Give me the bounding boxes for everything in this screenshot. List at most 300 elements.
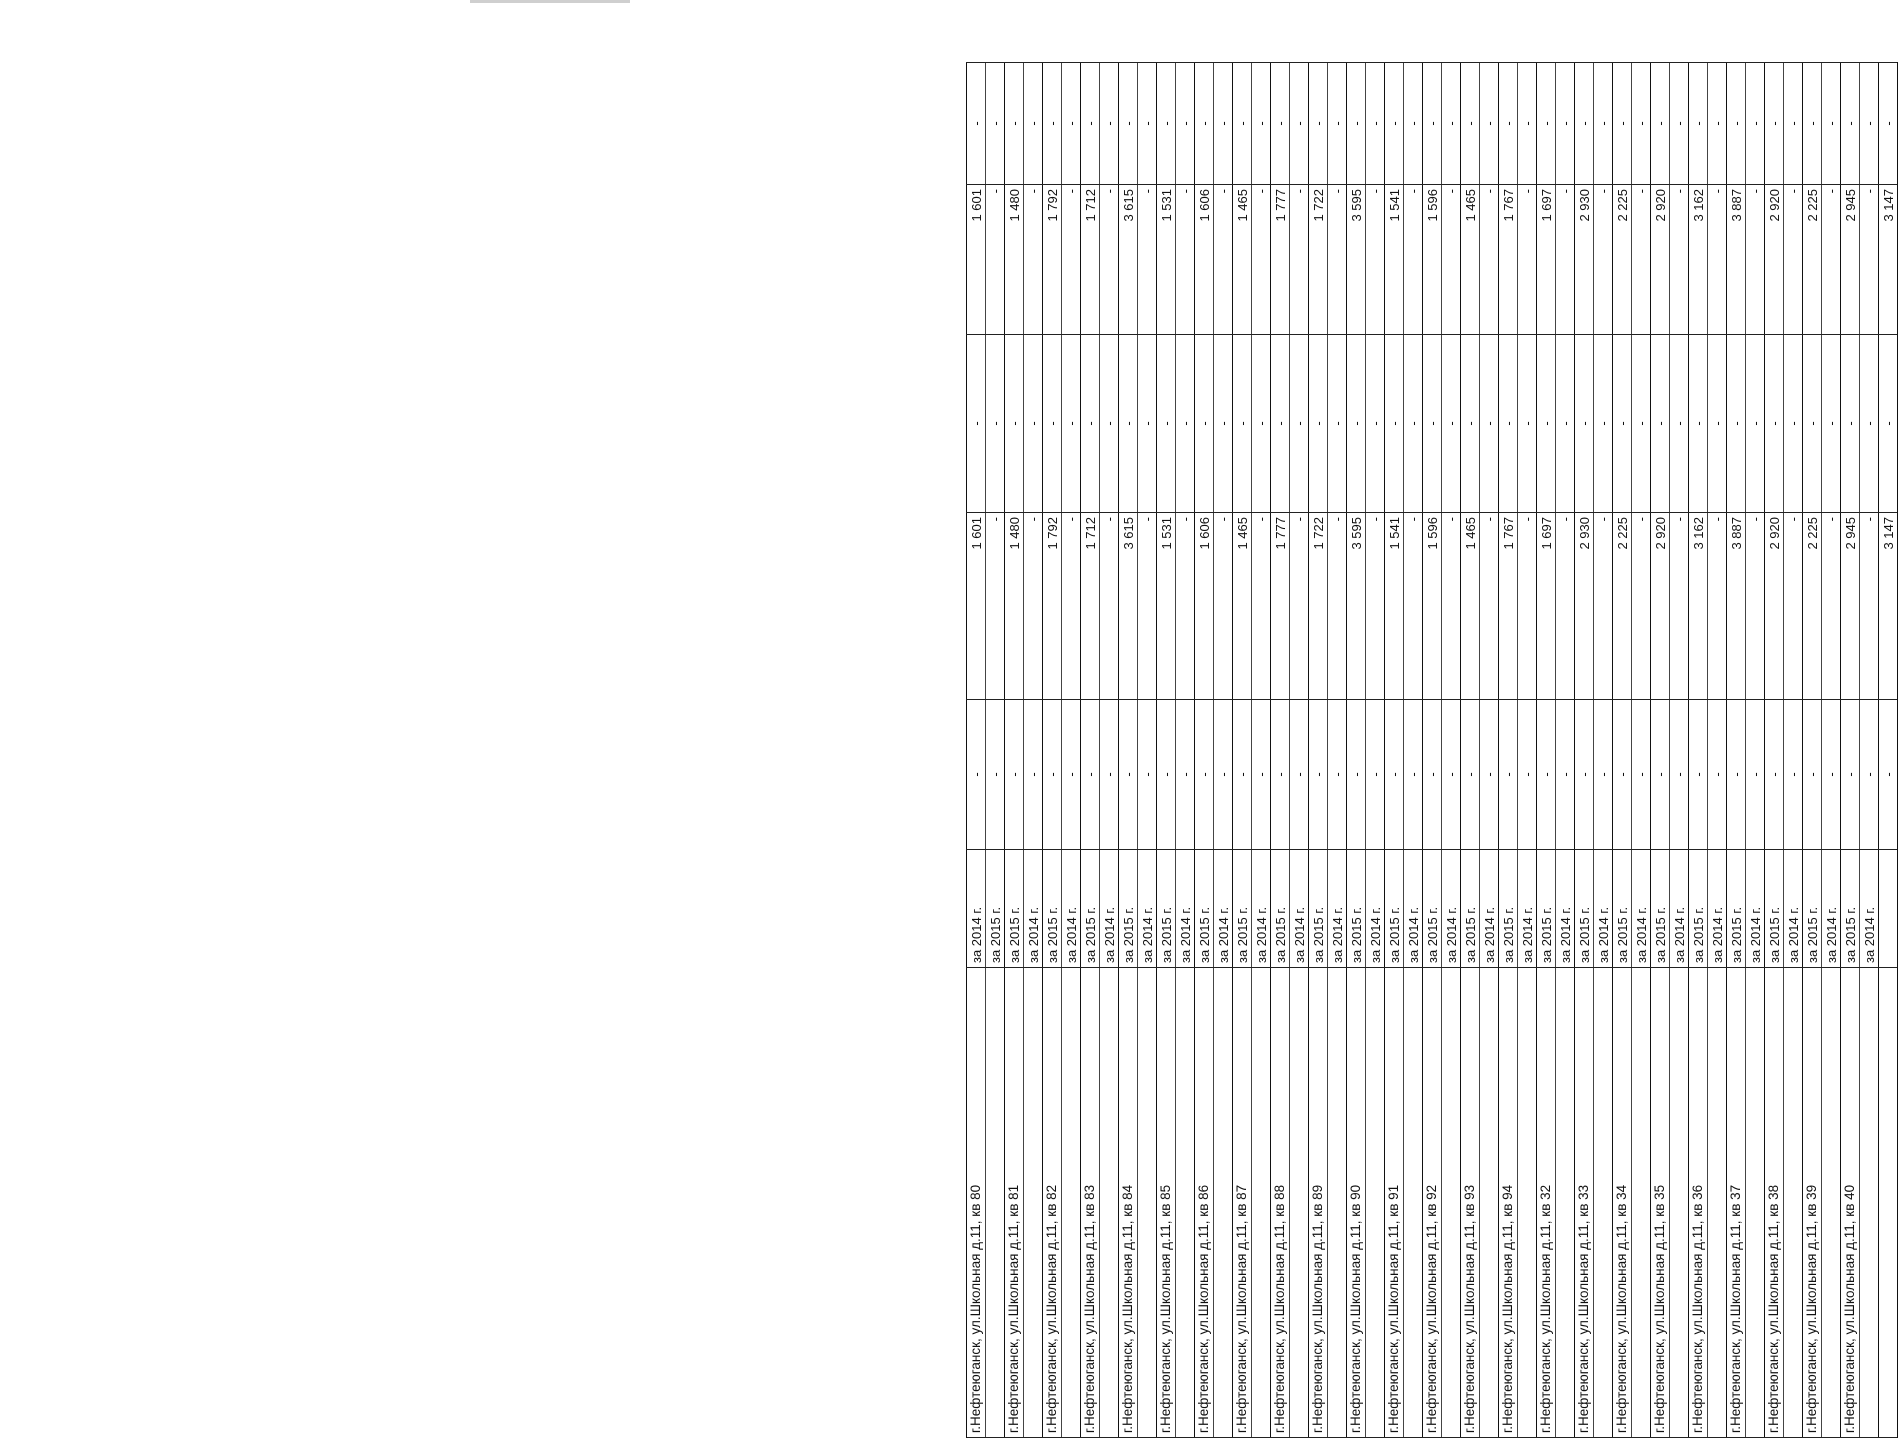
dash-cell: - xyxy=(1879,335,1898,513)
table-row xyxy=(1594,63,1613,1438)
amount-cell: 2 920 xyxy=(1651,185,1670,335)
dash-cell: - xyxy=(1632,335,1651,513)
amount-cell: - xyxy=(1024,185,1043,335)
dash-cell: - xyxy=(1822,700,1841,850)
table-row xyxy=(1879,63,1898,1438)
amount-cell: - xyxy=(1252,513,1271,700)
period-cell: за 2014 г. xyxy=(1024,850,1043,968)
amount-cell: - xyxy=(1518,513,1537,700)
amount-cell: - xyxy=(1214,185,1233,335)
dash-cell: - xyxy=(1024,63,1043,185)
amount-cell: 2 930 xyxy=(1575,185,1594,335)
period-cell: за 2014 г. xyxy=(1062,850,1081,968)
address-cell: г.Нефтеюганск, ул.Школьная д.11, кв 39 xyxy=(1803,968,1822,1438)
amount-cell: - xyxy=(1556,185,1575,335)
dash-cell: - xyxy=(1138,63,1157,185)
dash-cell: - xyxy=(1404,335,1423,513)
address-cell: г.Нефтеюганск, ул.Школьная д.11, кв 86 xyxy=(1195,968,1214,1438)
amount-cell: - xyxy=(1746,513,1765,700)
period-cell: за 2015 г. xyxy=(1689,850,1708,968)
period-cell: за 2015 г. xyxy=(1385,850,1404,968)
address-cell xyxy=(1860,968,1879,1438)
dash-cell: - xyxy=(1214,700,1233,850)
dash-cell: - xyxy=(1214,63,1233,185)
dash-cell: - xyxy=(1613,335,1632,513)
address-cell xyxy=(1290,968,1309,1438)
amount-cell: 1 531 xyxy=(1157,185,1176,335)
dash-cell: - xyxy=(1404,700,1423,850)
period-cell: за 2014 г. xyxy=(1214,850,1233,968)
table-row xyxy=(1480,63,1499,1438)
dash-cell: - xyxy=(1062,700,1081,850)
address-cell xyxy=(986,968,1005,1438)
amount-cell: 1 541 xyxy=(1385,185,1404,335)
table-row xyxy=(1366,63,1385,1438)
dash-cell: - xyxy=(1423,700,1442,850)
amount-cell: - xyxy=(1746,185,1765,335)
table-row xyxy=(1176,63,1195,1438)
dash-cell: - xyxy=(986,63,1005,185)
period-cell xyxy=(1879,850,1898,968)
dash-cell: - xyxy=(1157,335,1176,513)
dash-cell: - xyxy=(1195,63,1214,185)
dash-cell: - xyxy=(1556,335,1575,513)
address-cell: г.Нефтеюганск, ул.Школьная д.11, кв 88 xyxy=(1271,968,1290,1438)
table-row xyxy=(1537,63,1556,1438)
table-row xyxy=(1081,63,1100,1438)
amount-cell: 1 722 xyxy=(1309,513,1328,700)
amount-cell: 3 147 xyxy=(1879,513,1898,700)
period-cell: за 2014 г. xyxy=(1708,850,1727,968)
amount-cell: - xyxy=(1404,185,1423,335)
table-row xyxy=(1195,63,1214,1438)
dash-cell: - xyxy=(1290,700,1309,850)
address-cell xyxy=(1024,968,1043,1438)
table-row xyxy=(986,63,1005,1438)
amount-cell: 1 697 xyxy=(1537,185,1556,335)
amount-cell: - xyxy=(1176,185,1195,335)
dash-cell: - xyxy=(1499,335,1518,513)
address-cell: г.Нефтеюганск, ул.Школьная д.11, кв 38 xyxy=(1765,968,1784,1438)
dash-cell: - xyxy=(1784,335,1803,513)
dash-cell: - xyxy=(1233,63,1252,185)
amount-cell: 2 945 xyxy=(1841,185,1860,335)
dash-cell: - xyxy=(1594,335,1613,513)
dash-cell: - xyxy=(1651,63,1670,185)
address-cell xyxy=(1480,968,1499,1438)
dash-cell: - xyxy=(1689,700,1708,850)
dash-cell: - xyxy=(1518,335,1537,513)
table-row xyxy=(1347,63,1366,1438)
period-cell: за 2015 г. xyxy=(1461,850,1480,968)
dash-cell: - xyxy=(1233,335,1252,513)
dash-cell: - xyxy=(1613,700,1632,850)
dash-cell: - xyxy=(1119,63,1138,185)
rotated-ledger-sheet xyxy=(966,63,1896,1438)
dash-cell: - xyxy=(1442,700,1461,850)
amount-cell: - xyxy=(1366,513,1385,700)
dash-cell: - xyxy=(1100,700,1119,850)
amount-cell: - xyxy=(1822,513,1841,700)
amount-cell: - xyxy=(1784,185,1803,335)
dash-cell: - xyxy=(1803,700,1822,850)
table-row xyxy=(1442,63,1461,1438)
address-cell: г.Нефтеюганск, ул.Школьная д.11, кв 40 xyxy=(1841,968,1860,1438)
amount-cell: 1 480 xyxy=(1005,185,1024,335)
amount-cell: - xyxy=(1404,513,1423,700)
address-cell xyxy=(1708,968,1727,1438)
period-cell: за 2015 г. xyxy=(1423,850,1442,968)
dash-cell: - xyxy=(1746,335,1765,513)
amount-cell: - xyxy=(1594,513,1613,700)
amount-cell: - xyxy=(986,185,1005,335)
period-cell: за 2015 г. xyxy=(986,850,1005,968)
amount-cell: - xyxy=(1138,513,1157,700)
address-cell: г.Нефтеюганск, ул.Школьная д.11, кв 33 xyxy=(1575,968,1594,1438)
dash-cell: - xyxy=(1651,335,1670,513)
dash-cell: - xyxy=(1613,63,1632,185)
address-cell: г.Нефтеюганск, ул.Школьная д.11, кв 36 xyxy=(1689,968,1708,1438)
dash-cell: - xyxy=(1176,700,1195,850)
address-cell: г.Нефтеюганск, ул.Школьная д.11, кв 34 xyxy=(1613,968,1632,1438)
table-row xyxy=(1119,63,1138,1438)
table-row xyxy=(1518,63,1537,1438)
period-cell: за 2014 г. xyxy=(1404,850,1423,968)
amount-cell: - xyxy=(1708,185,1727,335)
dash-cell: - xyxy=(1670,700,1689,850)
dash-cell: - xyxy=(1043,700,1062,850)
amount-cell: - xyxy=(1632,185,1651,335)
address-cell: г.Нефтеюганск, ул.Школьная д.11, кв 37 xyxy=(1727,968,1746,1438)
amount-cell: 2 945 xyxy=(1841,513,1860,700)
dash-cell: - xyxy=(1518,700,1537,850)
amount-cell: - xyxy=(1784,513,1803,700)
amount-cell: 3 887 xyxy=(1727,185,1746,335)
table-row xyxy=(1632,63,1651,1438)
address-cell xyxy=(1556,968,1575,1438)
dash-cell: - xyxy=(1651,700,1670,850)
dash-cell: - xyxy=(1537,700,1556,850)
dash-cell: - xyxy=(1765,335,1784,513)
address-cell xyxy=(1328,968,1347,1438)
dash-cell: - xyxy=(1461,700,1480,850)
dash-cell: - xyxy=(1385,63,1404,185)
address-cell xyxy=(1822,968,1841,1438)
amount-cell: 1 767 xyxy=(1499,185,1518,335)
dash-cell: - xyxy=(1708,63,1727,185)
dash-cell: - xyxy=(1841,63,1860,185)
table-row xyxy=(1651,63,1670,1438)
dash-cell: - xyxy=(1252,335,1271,513)
dash-cell: - xyxy=(1689,335,1708,513)
amount-cell: 2 930 xyxy=(1575,513,1594,700)
dash-cell: - xyxy=(1727,63,1746,185)
dash-cell: - xyxy=(1385,700,1404,850)
dash-cell: - xyxy=(1100,63,1119,185)
amount-cell: 1 601 xyxy=(967,513,986,700)
amount-cell: - xyxy=(1480,513,1499,700)
table-row xyxy=(1746,63,1765,1438)
table-row xyxy=(1613,63,1632,1438)
amount-cell: 2 920 xyxy=(1651,513,1670,700)
dash-cell: - xyxy=(1252,700,1271,850)
address-cell: г.Нефтеюганск, ул.Школьная д.11, кв 84 xyxy=(1119,968,1138,1438)
amount-cell: 1 767 xyxy=(1499,513,1518,700)
dash-cell: - xyxy=(1024,700,1043,850)
table-row xyxy=(1575,63,1594,1438)
dash-cell: - xyxy=(1784,700,1803,850)
table-row xyxy=(1252,63,1271,1438)
amount-cell: - xyxy=(1176,513,1195,700)
table-row xyxy=(1385,63,1404,1438)
dash-cell: - xyxy=(967,335,986,513)
amount-cell: 3 887 xyxy=(1727,513,1746,700)
dash-cell: - xyxy=(1841,700,1860,850)
dash-cell: - xyxy=(1195,335,1214,513)
dash-cell: - xyxy=(1366,63,1385,185)
period-cell: за 2015 г. xyxy=(1803,850,1822,968)
period-cell: за 2015 г. xyxy=(1651,850,1670,968)
period-cell: за 2014 г. xyxy=(1138,850,1157,968)
amount-cell: - xyxy=(1100,513,1119,700)
dash-cell: - xyxy=(1765,700,1784,850)
dash-cell: - xyxy=(1024,335,1043,513)
dash-cell: - xyxy=(1328,63,1347,185)
dash-cell: - xyxy=(1005,700,1024,850)
dash-cell: - xyxy=(1879,700,1898,850)
dash-cell: - xyxy=(1575,63,1594,185)
address-cell: г.Нефтеюганск, ул.Школьная д.11, кв 81 xyxy=(1005,968,1024,1438)
table-row xyxy=(1404,63,1423,1438)
dash-cell: - xyxy=(1784,63,1803,185)
address-cell: г.Нефтеюганск, ул.Школьная д.11, кв 90 xyxy=(1347,968,1366,1438)
period-cell: за 2015 г. xyxy=(1841,850,1860,968)
table-row xyxy=(1727,63,1746,1438)
address-cell xyxy=(1214,968,1233,1438)
dash-cell: - xyxy=(1157,63,1176,185)
dash-cell: - xyxy=(1556,700,1575,850)
amount-cell: 1 601 xyxy=(967,185,986,335)
address-cell: г.Нефтеюганск, ул.Школьная д.11, кв 80 xyxy=(967,968,986,1438)
period-cell: за 2014 г. xyxy=(1670,850,1689,968)
table-row xyxy=(1214,63,1233,1438)
table-row xyxy=(1233,63,1252,1438)
period-cell: за 2015 г. xyxy=(1613,850,1632,968)
period-cell: за 2014 г. xyxy=(1176,850,1195,968)
period-cell: за 2015 г. xyxy=(1727,850,1746,968)
period-cell: за 2014 г. xyxy=(1556,850,1575,968)
dash-cell: - xyxy=(1518,63,1537,185)
table-row xyxy=(1138,63,1157,1438)
dash-cell: - xyxy=(1461,335,1480,513)
dash-cell: - xyxy=(1404,63,1423,185)
address-cell: г.Нефтеюганск, ул.Школьная д.11, кв 92 xyxy=(1423,968,1442,1438)
amount-cell: - xyxy=(1480,185,1499,335)
dash-cell: - xyxy=(1480,63,1499,185)
dash-cell: - xyxy=(1841,335,1860,513)
period-cell: за 2015 г. xyxy=(1195,850,1214,968)
address-cell xyxy=(1176,968,1195,1438)
address-cell xyxy=(1518,968,1537,1438)
amount-cell: 3 615 xyxy=(1119,513,1138,700)
amount-cell: 1 465 xyxy=(1461,185,1480,335)
dash-cell: - xyxy=(1328,335,1347,513)
table-row xyxy=(967,63,986,1438)
dash-cell: - xyxy=(1708,700,1727,850)
amount-cell: - xyxy=(1860,185,1879,335)
address-cell xyxy=(1784,968,1803,1438)
amount-cell: - xyxy=(1024,513,1043,700)
table-row xyxy=(1328,63,1347,1438)
address-cell: г.Нефтеюганск, ул.Школьная д.11, кв 87 xyxy=(1233,968,1252,1438)
period-cell: за 2014 г. xyxy=(1252,850,1271,968)
address-cell xyxy=(1100,968,1119,1438)
period-cell: за 2014 г. xyxy=(1100,850,1119,968)
amount-cell: 3 147 xyxy=(1879,185,1898,335)
dash-cell: - xyxy=(967,700,986,850)
amount-cell: 1 480 xyxy=(1005,513,1024,700)
amount-cell: 1 596 xyxy=(1423,513,1442,700)
address-cell xyxy=(1670,968,1689,1438)
dash-cell: - xyxy=(1309,63,1328,185)
amount-cell: 2 225 xyxy=(1803,185,1822,335)
dash-cell: - xyxy=(1670,335,1689,513)
table-row xyxy=(1841,63,1860,1438)
dash-cell: - xyxy=(1727,700,1746,850)
dash-cell: - xyxy=(1062,335,1081,513)
table-row xyxy=(1708,63,1727,1438)
amount-cell: 2 225 xyxy=(1803,513,1822,700)
table-row xyxy=(1803,63,1822,1438)
period-cell: за 2014 г. xyxy=(1594,850,1613,968)
period-cell: за 2014 г. xyxy=(1442,850,1461,968)
amount-cell: 1 465 xyxy=(1233,513,1252,700)
address-cell xyxy=(1252,968,1271,1438)
table-row xyxy=(1271,63,1290,1438)
dash-cell: - xyxy=(1309,335,1328,513)
amount-cell: 3 162 xyxy=(1689,513,1708,700)
address-cell xyxy=(1746,968,1765,1438)
dash-cell: - xyxy=(1822,63,1841,185)
address-cell: г.Нефтеюганск, ул.Школьная д.11, кв 94 xyxy=(1499,968,1518,1438)
address-cell xyxy=(1138,968,1157,1438)
dash-cell: - xyxy=(1480,700,1499,850)
dash-cell: - xyxy=(1803,63,1822,185)
address-cell: г.Нефтеюганск, ул.Школьная д.11, кв 85 xyxy=(1157,968,1176,1438)
period-cell: за 2015 г. xyxy=(1537,850,1556,968)
period-cell: за 2015 г. xyxy=(1043,850,1062,968)
amount-cell: 1 722 xyxy=(1309,185,1328,335)
amount-cell: - xyxy=(1822,185,1841,335)
dash-cell: - xyxy=(1081,63,1100,185)
amount-cell: 1 792 xyxy=(1043,185,1062,335)
dash-cell: - xyxy=(1366,700,1385,850)
address-cell: г.Нефтеюганск, ул.Школьная д.11, кв 35 xyxy=(1651,968,1670,1438)
amount-cell: 2 225 xyxy=(1613,513,1632,700)
amount-cell: 1 531 xyxy=(1157,513,1176,700)
table-row xyxy=(1461,63,1480,1438)
amount-cell: 3 595 xyxy=(1347,185,1366,335)
address-cell xyxy=(1632,968,1651,1438)
dash-cell: - xyxy=(1328,700,1347,850)
table-row xyxy=(1499,63,1518,1438)
dash-cell: - xyxy=(1746,63,1765,185)
dash-cell: - xyxy=(1594,700,1613,850)
table-row xyxy=(1784,63,1803,1438)
dash-cell: - xyxy=(1214,335,1233,513)
dash-cell: - xyxy=(1765,63,1784,185)
amount-cell: 1 792 xyxy=(1043,513,1062,700)
amount-cell: - xyxy=(1442,513,1461,700)
amount-cell: - xyxy=(1328,513,1347,700)
dash-cell: - xyxy=(1157,700,1176,850)
dash-cell: - xyxy=(1347,335,1366,513)
amount-cell: 1 777 xyxy=(1271,185,1290,335)
dash-cell: - xyxy=(1442,335,1461,513)
period-cell: за 2014 г. xyxy=(1480,850,1499,968)
amount-cell: - xyxy=(1708,513,1727,700)
dash-cell: - xyxy=(1252,63,1271,185)
period-cell: за 2014 г. xyxy=(1632,850,1651,968)
table-row xyxy=(1005,63,1024,1438)
amount-cell: - xyxy=(1328,185,1347,335)
period-cell: за 2015 г. xyxy=(1575,850,1594,968)
dash-cell: - xyxy=(1043,63,1062,185)
amount-cell: - xyxy=(1556,513,1575,700)
amount-cell: - xyxy=(1062,185,1081,335)
address-cell xyxy=(1404,968,1423,1438)
dash-cell: - xyxy=(1290,63,1309,185)
amount-cell: - xyxy=(1442,185,1461,335)
dash-cell: - xyxy=(1860,63,1879,185)
amount-cell: 1 712 xyxy=(1081,185,1100,335)
dash-cell: - xyxy=(1062,63,1081,185)
dash-cell: - xyxy=(1575,700,1594,850)
amount-cell: 3 162 xyxy=(1689,185,1708,335)
dash-cell: - xyxy=(1081,335,1100,513)
amount-cell: - xyxy=(1518,185,1537,335)
dash-cell: - xyxy=(1195,700,1214,850)
amount-cell: 1 606 xyxy=(1195,185,1214,335)
dash-cell: - xyxy=(1499,63,1518,185)
dash-cell: - xyxy=(1879,63,1898,185)
dash-cell: - xyxy=(967,63,986,185)
table-row xyxy=(1670,63,1689,1438)
dash-cell: - xyxy=(986,335,1005,513)
amount-cell: 3 615 xyxy=(1119,185,1138,335)
period-cell: за 2014 г. xyxy=(1518,850,1537,968)
address-cell: г.Нефтеюганск, ул.Школьная д.11, кв 82 xyxy=(1043,968,1062,1438)
dash-cell: - xyxy=(1119,335,1138,513)
dash-cell: - xyxy=(1423,335,1442,513)
amount-cell: 1 541 xyxy=(1385,513,1404,700)
period-cell: за 2015 г. xyxy=(1081,850,1100,968)
address-cell xyxy=(1062,968,1081,1438)
table-row xyxy=(1556,63,1575,1438)
amount-cell: 1 712 xyxy=(1081,513,1100,700)
amount-cell: - xyxy=(1594,185,1613,335)
amount-cell: - xyxy=(1062,513,1081,700)
table-row xyxy=(1860,63,1879,1438)
period-cell: за 2015 г. xyxy=(1233,850,1252,968)
amount-cell: 2 225 xyxy=(1613,185,1632,335)
amount-cell: 1 596 xyxy=(1423,185,1442,335)
period-cell: за 2015 г. xyxy=(1119,850,1138,968)
dash-cell: - xyxy=(1461,63,1480,185)
dash-cell: - xyxy=(1632,63,1651,185)
dash-cell: - xyxy=(1366,335,1385,513)
amount-cell: - xyxy=(986,513,1005,700)
